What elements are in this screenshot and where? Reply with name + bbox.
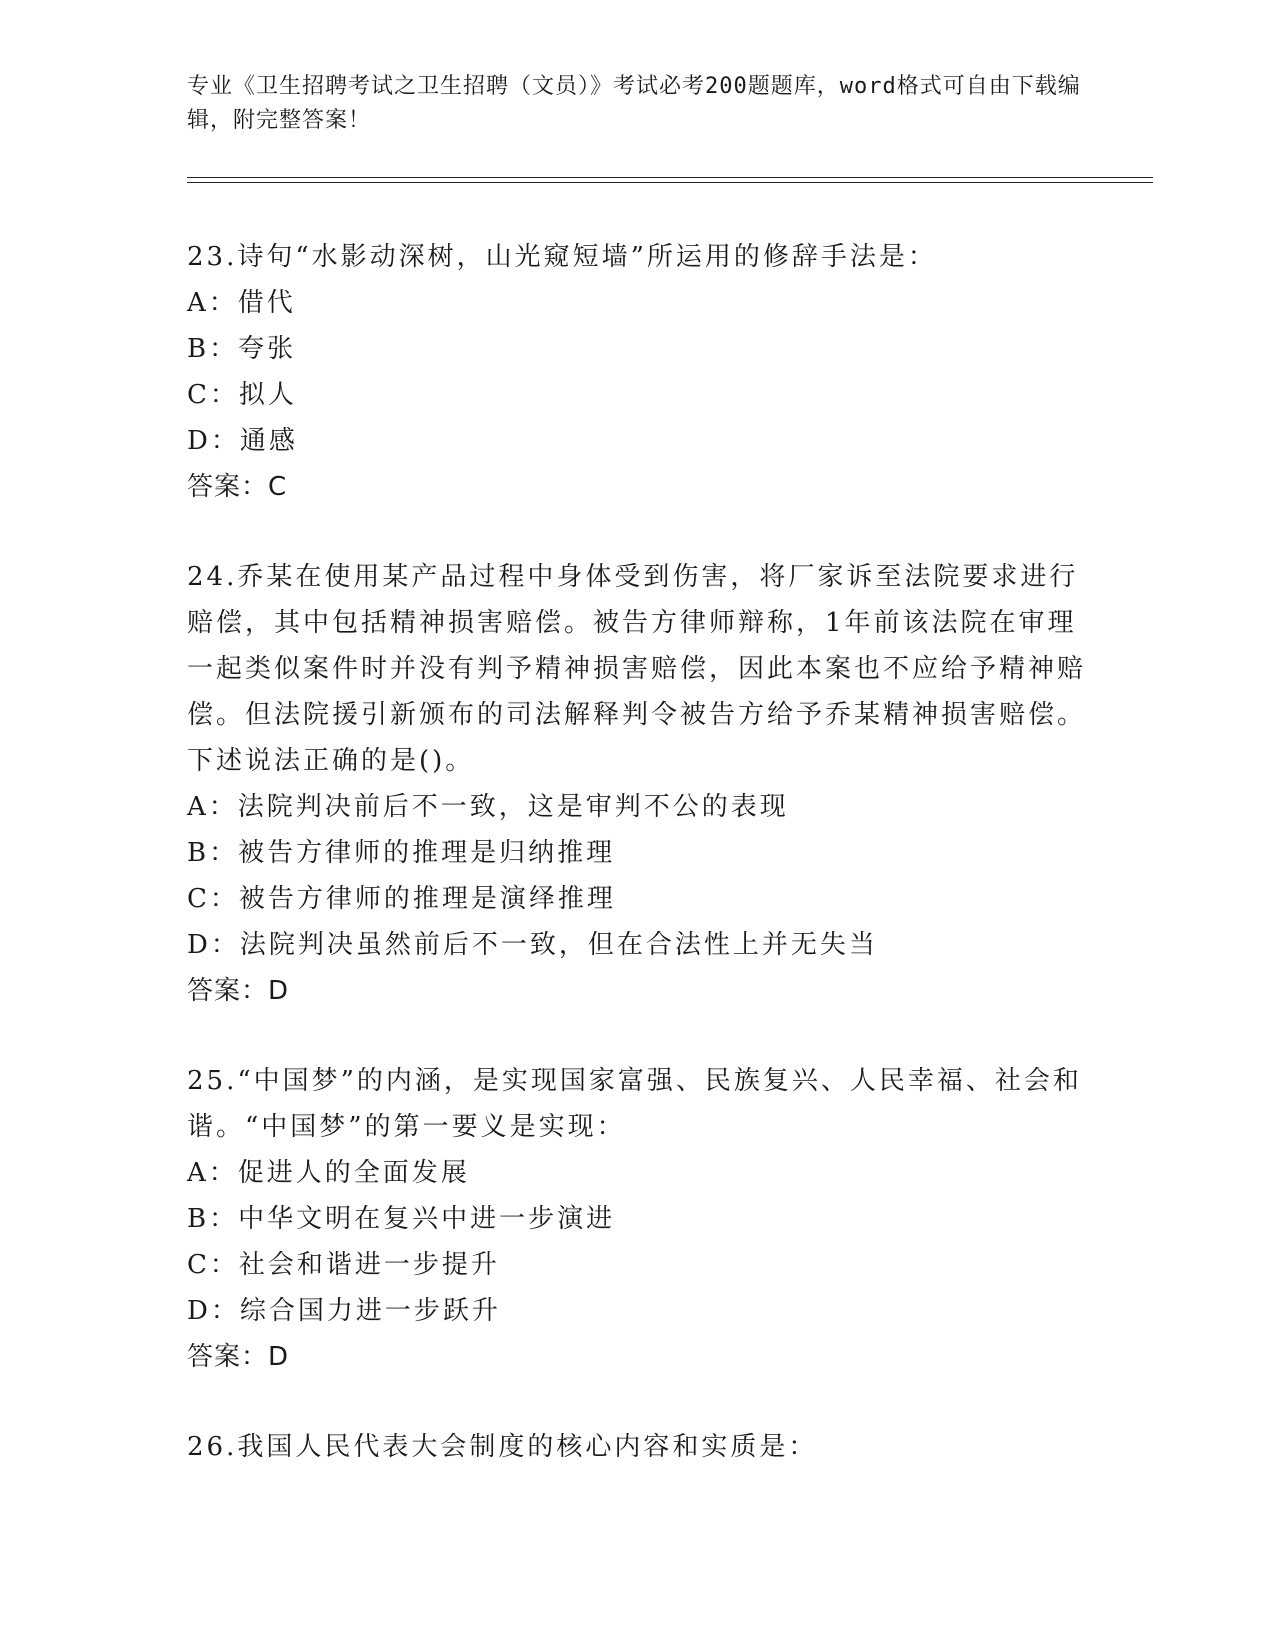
answer: 答案：C — [187, 472, 288, 502]
option-b: B：被告方律师的推理是归纳推理 — [187, 838, 616, 868]
option-c: C：拟人 — [187, 380, 297, 410]
option-c: C：被告方律师的推理是演绎推理 — [187, 884, 616, 914]
header-rule-top — [187, 177, 1153, 178]
question-26 — [187, 1424, 1087, 1470]
option-d: D：综合国力进一步跃升 — [187, 1296, 501, 1326]
option-c: C：社会和谐进一步提升 — [187, 1250, 500, 1280]
question-23 — [187, 234, 1087, 510]
question-24 — [187, 554, 1087, 1014]
header-text: 专业《卫生招聘考试之卫生招聘（文员）》考试必考200题题库，word格式可自由下载编辑，附完整答案！ — [187, 74, 1081, 133]
document-header — [187, 70, 1087, 138]
question-stem: 25.“中国梦”的内涵，是实现国家富强、民族复兴、人民幸福、社会和谐。“中国梦”的第一要义是实现： — [187, 1066, 1082, 1142]
option-b: B：夸张 — [187, 334, 297, 364]
option-a: A：借代 — [187, 288, 296, 318]
header-rule-bottom — [187, 182, 1153, 183]
question-25 — [187, 1058, 1087, 1380]
option-d: D：法院判决虽然前后不一致，但在合法性上并无失当 — [187, 930, 878, 960]
question-stem: 24.乔某在使用某产品过程中身体受到伤害，将厂家诉至法院要求进行赔偿，其中包括精神损害赔偿。被告方律师辩称，1年前该法院在审理一起类似案件时并没有判予精神损害赔偿，因此本案也不应给予精神赔偿。但法院援引新颁布的司法解释判令被告方给予乔某精神损害赔偿。下述说法正确的是()。 — [187, 562, 1087, 776]
option-b: B：中华文明在复兴中进一步演进 — [187, 1204, 616, 1234]
answer: 答案：D — [187, 1342, 290, 1372]
question-stem: 23.诗句“水影动深树，山光窥短墙”所运用的修辞手法是： — [187, 242, 937, 272]
answer: 答案：D — [187, 976, 290, 1006]
spacer — [187, 510, 1087, 554]
option-a: A：法院判决前后不一致，这是审判不公的表现 — [187, 792, 789, 822]
option-d: D：通感 — [187, 426, 298, 456]
spacer — [187, 1380, 1087, 1424]
question-list — [187, 234, 1087, 1470]
spacer — [187, 1014, 1087, 1058]
question-stem: 26.我国人民代表大会制度的核心内容和实质是： — [187, 1432, 818, 1462]
option-a: A：促进人的全面发展 — [187, 1158, 470, 1188]
